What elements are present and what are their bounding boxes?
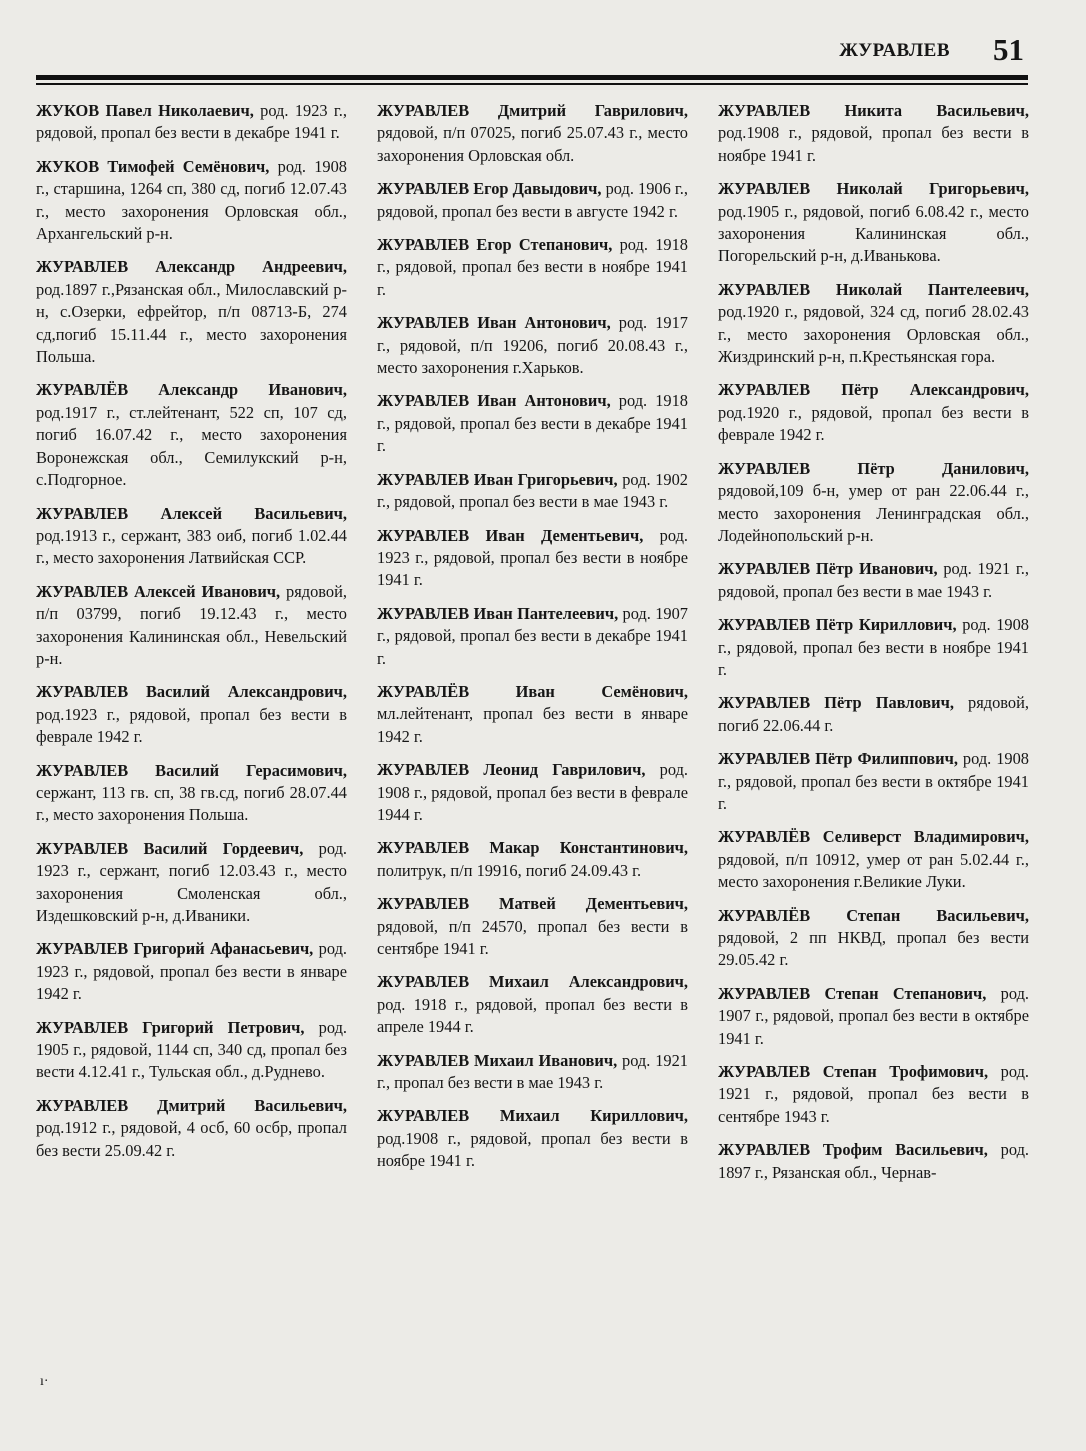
entry-details: род. 1923 г., рядовой, пропал без вести в январе 1942 г. [36, 939, 348, 1004]
entry-name: ЖУРАВЛЕВ Егор Давыдович, [377, 179, 602, 199]
entry-name: ЖУРАВЛЕВ Николай Григорьевич, [718, 179, 1029, 199]
entry-details: род. 1908 г., рядовой, пропал без вести в ноябре 1941 г. [718, 615, 1029, 679]
column-2 [377, 100, 688, 1400]
entry [377, 1050, 688, 1095]
entry-name: ЖУРАВЛЕВ Василий Александрович, [36, 682, 347, 702]
entry [377, 759, 688, 826]
entry [718, 100, 1029, 167]
entry [377, 893, 688, 960]
entry-details: род. 1906 г., рядовой, пропал без вести в августе 1942 г. [377, 179, 688, 221]
entry [36, 760, 347, 827]
entry [718, 1061, 1029, 1128]
entry-details: род.1897 г.,Рязанская обл., Милославский р-н, с.Озерки, ефрейтор, п/п 08713-Б, 274 сд,погиб 15.11.44 г., место захоронения Польша. [36, 279, 347, 367]
entry [36, 156, 347, 246]
header-rule-thick [36, 75, 1028, 80]
entry [718, 379, 1029, 446]
entry [377, 178, 688, 223]
entry-details: род.1913 г., сержант, 383 оиб, погиб 1.02.44 г., место захоронения Латвийская ССР. [36, 525, 347, 568]
entry [36, 100, 347, 145]
entry [718, 614, 1029, 681]
entry [377, 469, 688, 514]
entry [377, 234, 688, 301]
entry-name: ЖУРАВЛЕВ Василий Гордеевич, [36, 838, 304, 858]
entry-name: ЖУРАВЛЕВ Дмитрий Гаврилович, [377, 101, 688, 120]
entry-details: род. 1902 г., рядовой, пропал без вести в мае 1943 г. [377, 469, 688, 512]
entry-details: род. 1923 г., рядовой, пропал без вести в ноябре 1941 г. [377, 525, 688, 590]
entry-name: ЖУРАВЛЕВ Пётр Филиппович, [718, 749, 958, 769]
entry-name: ЖУРАВЛЕВ Степан Степанович, [718, 983, 987, 1003]
running-head: ЖУРАВЛЕВ [839, 40, 950, 61]
entry [377, 837, 688, 882]
entry-name: ЖУРАВЛЕВ Егор Степанович, [377, 235, 613, 255]
entry-name: ЖУРАВЛЕВ Александр Андреевич, [36, 257, 347, 277]
entry-name: ЖУРАВЛЕВ Михаил Александрович, [377, 972, 688, 992]
entry-name: ЖУРАВЛЕВ Иван Пантелеевич, [377, 603, 619, 623]
entry [377, 971, 688, 1038]
entry-details: род.1912 г., рядовой, 4 осб, 60 осбр, пропал без вести 25.09.42 г. [36, 1118, 347, 1160]
entry-details: сержант, 113 гв. сп, 38 гв.сд, погиб 28.07.44 г., место захоронения Польша. [36, 782, 347, 825]
footer-mark: ı· [40, 1374, 49, 1389]
page-number: 51 [993, 32, 1024, 67]
entry-details: рядовой,109 б-н, умер от ран 22.06.44 г., место захоронения Ленинградская обл., Лодейнопольский р-н. [718, 481, 1029, 545]
entry-details: род. 1918 г., рядовой, пропал без вести в декабре 1941 г. [377, 391, 688, 456]
entry-details: род. 1907 г., рядовой, пропал без вести в декабре 1941 г. [377, 603, 688, 668]
entry [718, 178, 1029, 268]
entry-name: ЖУРАВЛЕВ Иван Антонович, [377, 391, 611, 411]
page-header [36, 30, 1028, 80]
entry [377, 100, 688, 167]
entry [36, 938, 347, 1005]
entry-details: род. 1923 г., сержант, погиб 12.03.43 г., место захоронения Смоленская обл., Издешковский р-н, д.Иваники. [36, 838, 348, 925]
entry-name: ЖУРАВЛЕВ Пётр Данилович, [718, 458, 1029, 478]
entry [36, 838, 347, 928]
entry-name: ЖУРАВЛЕВ Леонид Гаврилович, [377, 760, 646, 780]
entry-name: ЖУРАВЛЁВ Иван Семёнович, [377, 681, 688, 701]
entry-details: род. 1908 г., рядовой, пропал без вести в феврале 1944 г. [377, 760, 688, 824]
entry [36, 256, 347, 368]
entry [36, 1095, 347, 1162]
entry [718, 279, 1029, 369]
entry [377, 390, 688, 457]
entry-details: род.1908 г., рядовой, пропал без вести в ноябре 1941 г. [377, 1128, 688, 1171]
entry-details: род.1923 г., рядовой, пропал без вести в феврале 1942 г. [36, 704, 347, 747]
entry-name: ЖУРАВЛЕВ Иван Григорьевич, [377, 469, 618, 489]
entry-name: ЖУКОВ Павел Николаевич, [36, 101, 254, 120]
entry [377, 312, 688, 379]
entry-name: ЖУРАВЛЕВ Пётр Павлович, [718, 693, 954, 713]
entry-details: рядовой, погиб 22.06.44 г. [718, 693, 1029, 735]
entry [718, 748, 1029, 815]
column-3 [718, 100, 1029, 1400]
entry-name: ЖУРАВЛЁВ Селиверст Владимирович, [718, 827, 1029, 847]
entry [718, 905, 1029, 972]
entry-details: род. 1908 г., старшина, 1264 сп, 380 сд, погиб 12.07.43 г., место захоронения Орловская обл., Архангельский р-н. [36, 156, 347, 244]
entry-details: род. 1921 г., рядовой, пропал без вести в сентябре 1943 г. [718, 1062, 1029, 1126]
entry [377, 603, 688, 670]
entry-name: ЖУРАВЛЕВ Василий Герасимович, [36, 760, 347, 780]
entry-details: род.1905 г., рядовой, погиб 6.08.42 г., место захоронения Калининская обл., Погорельский р-н, д.Иванькова. [718, 201, 1029, 266]
entry-name: ЖУРАВЛЕВ Михаил Кириллович, [377, 1106, 688, 1126]
entry-name: ЖУРАВЛЕВ Матвей Дементьевич, [377, 894, 688, 914]
entries-columns [36, 100, 1030, 1400]
entry-name: ЖУКОВ Тимофей Семёнович, [36, 156, 270, 176]
entry-name: ЖУРАВЛЕВ Григорий Афанасьевич, [36, 939, 314, 959]
entry-details: род. 1907 г., рядовой, пропал без вести в октябре 1941 г. [718, 983, 1030, 1048]
entry [718, 826, 1029, 893]
entry [36, 503, 347, 570]
entry [36, 1017, 347, 1084]
entry [377, 1105, 688, 1172]
entry-name: ЖУРАВЛЁВ Александр Иванович, [36, 380, 347, 400]
entry-name: ЖУРАВЛЕВ Никита Васильевич, [718, 101, 1029, 120]
entry-details: рядовой, п/п 03799, погиб 19.12.43 г., место захоронения Калининская обл., Невельский р-н. [36, 581, 347, 668]
entry-name: ЖУРАВЛЕВ Иван Антонович, [377, 313, 611, 333]
entry-details: род. 1918 г., рядовой, пропал без вести в апреле 1944 г. [377, 994, 688, 1037]
entry [718, 983, 1029, 1050]
header-rule-thin [36, 83, 1028, 85]
entry-name: ЖУРАВЛЕВ Дмитрий Васильевич, [36, 1095, 347, 1115]
entry-details: род. 1918 г., рядовой, пропал без вести в ноябре 1941 г. [377, 235, 688, 299]
entry-details: род. 1897 г., Рязанская обл., Чернав- [718, 1140, 1029, 1182]
entry-name: ЖУРАВЛЕВ Пётр Иванович, [718, 559, 938, 579]
entry-name: ЖУРАВЛЕВ Макар Константинович, [377, 838, 688, 858]
entry-name: ЖУРАВЛЕВ Григорий Петрович, [36, 1017, 305, 1037]
entry-name: ЖУРАВЛЕВ Иван Дементьевич, [377, 525, 644, 545]
entry-name: ЖУРАВЛЕВ Алексей Васильевич, [36, 503, 347, 523]
entry-details: род. 1923 г., рядовой, пропал без вести в декабре 1941 г. [36, 101, 347, 143]
entry-details: род. 1917 г., рядовой, п/п 19206, погиб 20.08.43 г., место захоронения г.Харьков. [377, 313, 688, 378]
entry-details: рядовой, п/п 10912, умер от ран 5.02.44 г., место захоронения г.Великие Луки. [718, 849, 1029, 892]
entry-name: ЖУРАВЛЕВ Трофим Васильевич, [718, 1140, 988, 1160]
entry-details: род. 1908 г., рядовой, пропал без вести в октябре 1941 г. [718, 749, 1029, 813]
entry-name: ЖУРАВЛЕВ Алексей Иванович, [36, 581, 281, 601]
entry-details: род.1917 г., ст.лейтенант, 522 сп, 107 сд, погиб 16.07.42 г., место захоронения Воронежская обл., Семилукский р-н, с.Подгорное. [36, 402, 347, 490]
entry [718, 1139, 1029, 1184]
entry-details: рядовой, 2 пп НКВД, пропал без вести 29.05.42 г. [718, 928, 1029, 970]
entry [718, 692, 1029, 737]
entry-details: род.1920 г., рядовой, 324 сд, погиб 28.02.43 г., место захоронения Орловская обл., Жиздринский р-н, п.Крестьянская гора. [718, 302, 1029, 367]
entry [718, 558, 1029, 603]
entry-details: рядовой, п/п 24570, пропал без вести в сентябре 1941 г. [377, 916, 688, 958]
entry [377, 525, 688, 592]
entry-name: ЖУРАВЛЕВ Степан Трофимович, [718, 1062, 989, 1082]
entry-details: политрук, п/п 19916, погиб 24.09.43 г. [377, 860, 642, 880]
entry-details: мл.лейтенант, пропал без вести в январе 1942 г. [377, 704, 688, 746]
entry-name: ЖУРАВЛЕВ Михаил Иванович, [377, 1050, 618, 1070]
entry-details: род.1920 г., рядовой, пропал без вести в феврале 1942 г. [718, 402, 1029, 445]
entry-name: ЖУРАВЛЕВ Пётр Кириллович, [718, 615, 957, 635]
entry-details: род. 1905 г., рядовой, 1144 сп, 340 сд, пропал без вести 4.12.41 г., Тульская обл., д.Руднево. [36, 1017, 348, 1082]
entry-details: род. 1921 г., рядовой, пропал без вести в мае 1943 г. [718, 559, 1030, 601]
entry [377, 681, 688, 748]
entry [36, 681, 347, 748]
entry-details: род. 1921 г., пропал без вести в мае 1943 г. [377, 1050, 688, 1093]
entry-details: рядовой, п/п 07025, погиб 25.07.43 г., место захоронения Орловская обл. [377, 123, 688, 165]
column-1 [36, 100, 347, 1400]
entry-name: ЖУРАВЛЁВ Степан Васильевич, [718, 905, 1029, 925]
entry [718, 458, 1029, 548]
entry-details: род.1908 г., рядовой, пропал без вести в ноябре 1941 г. [718, 123, 1029, 165]
entry-name: ЖУРАВЛЕВ Николай Пантелеевич, [718, 279, 1029, 299]
entry [36, 581, 347, 671]
entry-name: ЖУРАВЛЕВ Пётр Александрович, [718, 380, 1029, 400]
entry [36, 379, 347, 491]
